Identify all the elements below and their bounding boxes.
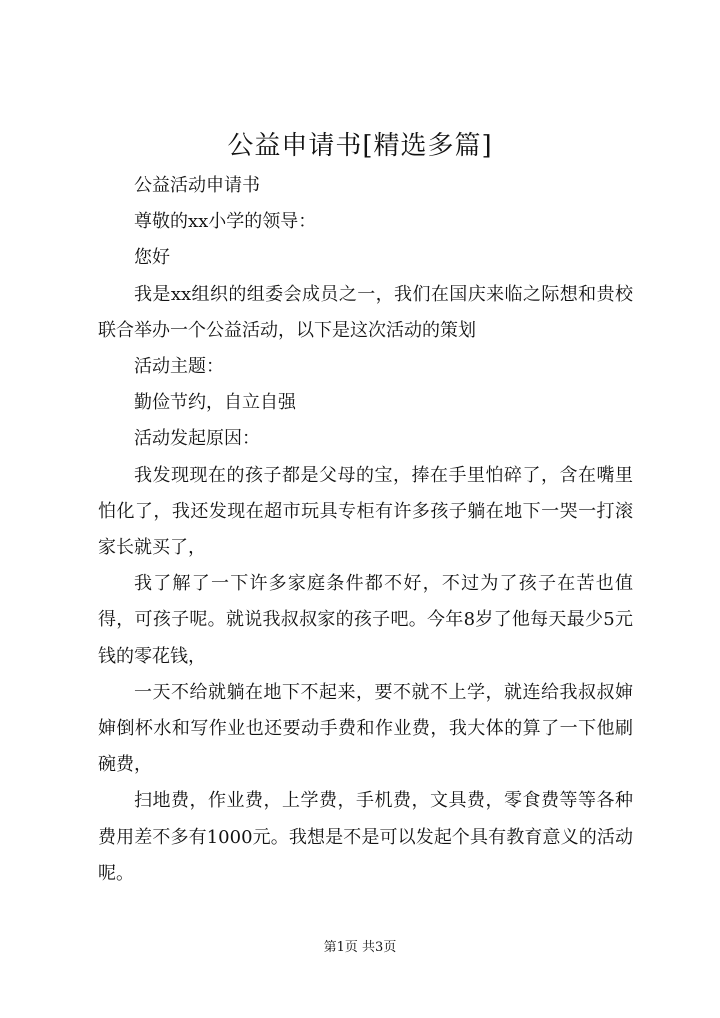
paragraph-intro: 我是xx组织的组委会成员之一，我们在国庆来临之际想和贵校联合举办一个公益活动，以下是这次活动的策划 [98,283,633,341]
document-title: 公益申请书[精选多篇] [227,131,493,161]
paragraph-reason-3: 一天不给就躺在地下不起来，要不就不上学，就连给我叔叔婶婶倒杯水和写作业也还要动手费和作业费，我大体的算了一下他刷碗费， [98,681,633,776]
paragraph-salutation: 尊敬的xx小学的领导： [134,211,317,233]
paragraph-reason-2: 我了解了一下许多家庭条件都不好，不过为了孩子在苦也值得，可孩子呢。就说我叔叔家的孩子吧。今年8岁了他每天最少5元钱的零花钱， [98,573,633,667]
document-body [98,168,633,892]
paragraph-reason-label: 活动发起原因： [134,428,260,450]
page-number: 第1页 共3页 [323,940,397,955]
paragraph-greeting: 您好 [134,247,170,269]
paragraph-theme-label: 活动主题： [134,356,224,378]
paragraph-reason-4: 扫地费，作业费，上学费，手机费，文具费，零食费等等各种费用差不多有1000元。我想是不是可以发起个具有教育意义的活动呢。 [98,790,633,884]
paragraph-theme: 勤俭节约，自立自强 [134,392,296,414]
paragraph-reason-1: 我发现现在的孩子都是父母的宝，捧在手里怕碎了，含在嘴里怕化了，我还发现在超市玩具专柜有许多孩子躺在地下一哭一打滚家长就买了， [98,464,633,559]
paragraph-heading: 公益活动申请书 [134,175,260,196]
